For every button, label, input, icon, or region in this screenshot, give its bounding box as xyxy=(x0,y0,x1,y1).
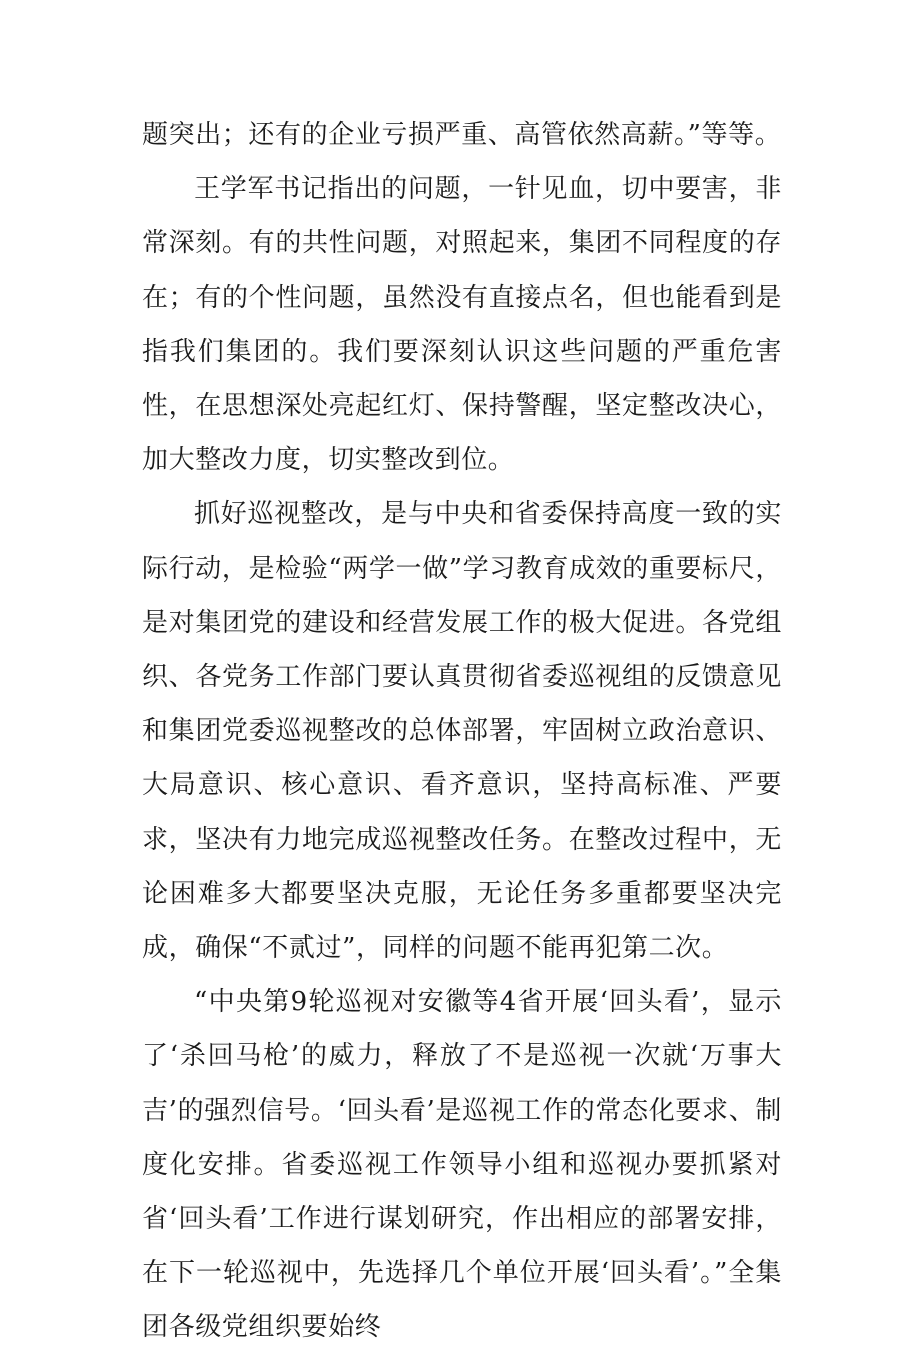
paragraph-continuation: 题突出；还有的企业亏损严重、高管依然高薪。”等等。 xyxy=(142,120,782,150)
paragraph-wang-xuejun-remarks: 王学军书记指出的问题，一针见血，切中要害，非常深刻。有的共性问题，对照起来，集团不同程度的存在；有的个性问题，虽然没有直接点名，但也能看到是指我们集团的。我们要深刻认识这些问题的严重危害性，在思想深处亮起红灯、保持警醒，坚定整改决心，加大整改力度，切实整改到位。 xyxy=(142,174,782,476)
paragraph-look-back-quote: “中央第9轮巡视对安徽等4省开展‘回头看’，显示了‘杀回马枪’的威力，释放了不是巡视一次就‘万事大吉’的强烈信号。‘回头看’是巡视工作的常态化要求、制度化安排。省委巡视工作领导小组和巡视办要抓紧对省‘回头看’工作进行谋划研究，作出相应的部署安排，在下一轮巡视中，先选择几个单位开展‘回头看’。”全集团各级党组织要始终 xyxy=(142,987,782,1343)
document-body xyxy=(142,108,782,1355)
paragraph-rectification: 抓好巡视整改，是与中央和省委保持高度一致的实际行动，是检验“两学一做”学习教育成效的重要标尺，是对集团党的建设和经营发展工作的极大促进。各党组织、各党务工作部门要认真贯彻省委巡视组的反馈意见和集团党委巡视整改的总体部署，牢固树立政治意识、大局意识、核心意识、看齐意识，坚持高标准、严要求，坚决有力地完成巡视整改任务。在整改过程中，无论困难多大都要坚决克服，无论任务多重都要坚决完成，确保“不贰过”，同样的问题不能再犯第二次。 xyxy=(142,499,782,964)
